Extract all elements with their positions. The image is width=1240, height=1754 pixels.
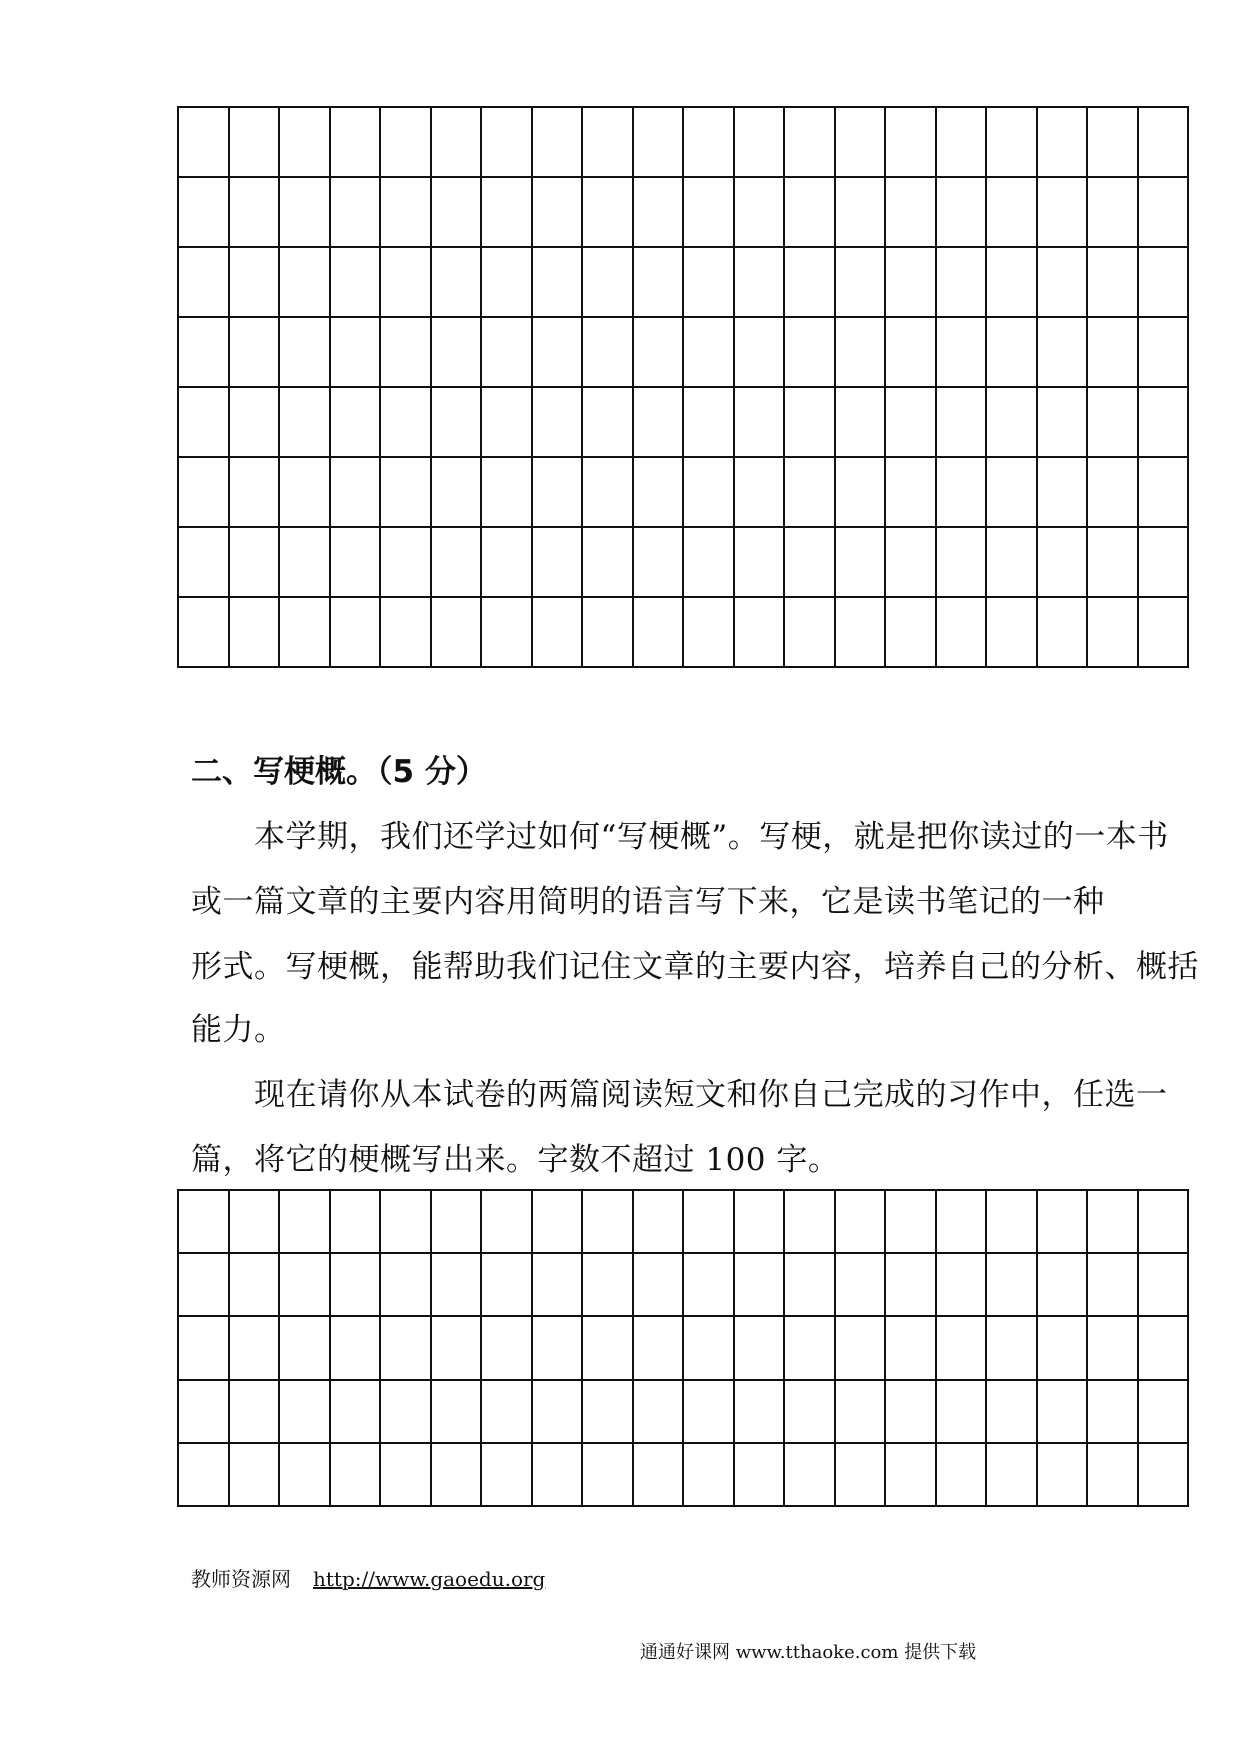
grid-cell — [735, 1381, 786, 1444]
grid-cell — [280, 178, 331, 248]
grid-cell — [987, 1381, 1038, 1444]
grid-cell — [280, 1254, 331, 1317]
grid-cell — [937, 458, 988, 528]
grid-cell — [533, 458, 584, 528]
grid-cell — [432, 1381, 483, 1444]
grid-cell — [785, 108, 836, 178]
grid-cell — [583, 598, 634, 668]
grid-cell — [886, 108, 937, 178]
grid-cell — [583, 178, 634, 248]
grid-cell — [634, 248, 685, 318]
grid-cell — [785, 1444, 836, 1507]
grid-cell — [381, 598, 432, 668]
grid-cell — [280, 1317, 331, 1380]
grid-cell — [937, 598, 988, 668]
grid-cell — [179, 108, 230, 178]
grid-cell — [937, 1191, 988, 1254]
grid-cell — [1088, 1444, 1139, 1507]
grid-cell — [684, 178, 735, 248]
grid-cell — [836, 1317, 887, 1380]
grid-cell — [937, 178, 988, 248]
grid-cell — [634, 598, 685, 668]
grid-cell — [634, 1381, 685, 1444]
grid-cell — [533, 598, 584, 668]
grid-cell — [836, 318, 887, 388]
grid-cell — [331, 1317, 382, 1380]
grid-cell — [1139, 1444, 1190, 1507]
grid-cell — [583, 528, 634, 598]
grid-cell — [1139, 318, 1190, 388]
grid-cell — [331, 108, 382, 178]
grid-cell — [230, 388, 281, 458]
grid-cell — [381, 1254, 432, 1317]
grid-cell — [1038, 1317, 1089, 1380]
grid-cell — [179, 248, 230, 318]
grid-cell — [735, 1317, 786, 1380]
grid-cell — [735, 1191, 786, 1254]
grid-cell — [836, 178, 887, 248]
grid-cell — [785, 388, 836, 458]
grid-cell — [785, 598, 836, 668]
grid-cell — [432, 388, 483, 458]
grid-cell — [1139, 1191, 1190, 1254]
grid-cell — [987, 318, 1038, 388]
grid-cell — [230, 178, 281, 248]
grid-cell — [735, 458, 786, 528]
grid-cell — [482, 1254, 533, 1317]
grid-cell — [1139, 388, 1190, 458]
grid-cell — [836, 458, 887, 528]
grid-cell — [1038, 1444, 1089, 1507]
grid-cell — [432, 108, 483, 178]
grid-cell — [482, 458, 533, 528]
grid-cell — [1139, 178, 1190, 248]
grid-cell — [634, 1317, 685, 1380]
grid-cell — [735, 108, 786, 178]
grid-cell — [583, 1381, 634, 1444]
grid-cell — [482, 1317, 533, 1380]
grid-cell — [886, 388, 937, 458]
grid-cell — [280, 108, 331, 178]
grid-cell — [533, 528, 584, 598]
grid-cell — [583, 458, 634, 528]
grid-cell — [179, 178, 230, 248]
grid-cell — [280, 1444, 331, 1507]
grid-cell — [684, 1444, 735, 1507]
grid-cell — [634, 318, 685, 388]
grid-cell — [533, 248, 584, 318]
grid-cell — [482, 528, 533, 598]
grid-cell — [987, 388, 1038, 458]
grid-cell — [381, 248, 432, 318]
grid-cell — [836, 1381, 887, 1444]
grid-cell — [987, 528, 1038, 598]
grid-cell — [987, 458, 1038, 528]
grid-cell — [937, 248, 988, 318]
grid-cell — [331, 458, 382, 528]
grid-cell — [735, 388, 786, 458]
grid-cell — [785, 458, 836, 528]
grid-cell — [987, 178, 1038, 248]
grid-cell — [280, 318, 331, 388]
grid-cell — [179, 388, 230, 458]
grid-cell — [684, 598, 735, 668]
section-heading: 二、写梗概。（5 分） — [191, 754, 487, 790]
grid-cell — [533, 318, 584, 388]
grid-cell — [179, 598, 230, 668]
grid-cell — [230, 458, 281, 528]
grid-cell — [1139, 1317, 1190, 1380]
grid-cell — [432, 1444, 483, 1507]
grid-cell — [836, 388, 887, 458]
grid-cell — [886, 248, 937, 318]
grid-cell — [230, 1317, 281, 1380]
grid-cell — [230, 598, 281, 668]
grid-cell — [684, 528, 735, 598]
grid-cell — [583, 388, 634, 458]
grid-cell — [1038, 318, 1089, 388]
grid-cell — [1038, 598, 1089, 668]
grid-cell — [1139, 598, 1190, 668]
grid-cell — [280, 1191, 331, 1254]
paragraph-line: 篇，将它的梗概写出来。字数不超过 100 字。 — [191, 1142, 840, 1178]
grid-cell — [836, 1444, 887, 1507]
writing-grid-bottom — [177, 1189, 1189, 1507]
footer-site-link[interactable]: http://www.gaoedu.org — [313, 1567, 546, 1591]
grid-cell — [735, 178, 786, 248]
grid-cell — [331, 1191, 382, 1254]
grid-cell — [634, 388, 685, 458]
grid-cell — [331, 318, 382, 388]
grid-cell — [684, 1317, 735, 1380]
grid-cell — [634, 1444, 685, 1507]
grid-cell — [432, 528, 483, 598]
grid-cell — [735, 248, 786, 318]
grid-cell — [583, 1317, 634, 1380]
grid-cell — [684, 248, 735, 318]
grid-cell — [684, 1191, 735, 1254]
grid-cell — [1139, 458, 1190, 528]
grid-cell — [987, 248, 1038, 318]
grid-cell — [1038, 388, 1089, 458]
grid-cell — [230, 1381, 281, 1444]
grid-cell — [1139, 248, 1190, 318]
grid-cell — [1088, 1317, 1139, 1380]
grid-cell — [179, 318, 230, 388]
grid-cell — [331, 388, 382, 458]
grid-cell — [684, 318, 735, 388]
grid-cell — [634, 178, 685, 248]
grid-cell — [331, 598, 382, 668]
grid-cell — [533, 178, 584, 248]
grid-cell — [533, 108, 584, 178]
grid-cell — [482, 178, 533, 248]
grid-cell — [886, 178, 937, 248]
grid-cell — [179, 1191, 230, 1254]
grid-cell — [381, 388, 432, 458]
grid-cell — [634, 528, 685, 598]
grid-cell — [1088, 1191, 1139, 1254]
grid-cell — [1139, 108, 1190, 178]
grid-cell — [1088, 248, 1139, 318]
grid-cell — [230, 1254, 281, 1317]
grid-cell — [1038, 178, 1089, 248]
grid-cell — [836, 248, 887, 318]
grid-cell — [230, 1191, 281, 1254]
grid-cell — [1088, 108, 1139, 178]
grid-cell — [684, 1254, 735, 1317]
grid-cell — [1088, 598, 1139, 668]
grid-cell — [280, 388, 331, 458]
grid-cell — [1038, 1381, 1089, 1444]
grid-cell — [280, 528, 331, 598]
writing-grid-top — [177, 106, 1189, 668]
grid-cell — [836, 108, 887, 178]
grid-cell — [230, 528, 281, 598]
grid-cell — [381, 178, 432, 248]
grid-cell — [583, 1254, 634, 1317]
grid-cell — [1038, 528, 1089, 598]
grid-cell — [331, 1381, 382, 1444]
grid-cell — [331, 178, 382, 248]
grid-cell — [179, 1444, 230, 1507]
grid-cell — [937, 1317, 988, 1380]
grid-cell — [886, 1191, 937, 1254]
grid-cell — [280, 458, 331, 528]
grid-cell — [230, 248, 281, 318]
grid-cell — [886, 458, 937, 528]
grid-cell — [533, 1444, 584, 1507]
grid-cell — [785, 1254, 836, 1317]
grid-cell — [482, 1381, 533, 1444]
grid-cell — [381, 1444, 432, 1507]
grid-cell — [331, 528, 382, 598]
grid-cell — [230, 1444, 281, 1507]
grid-cell — [987, 1191, 1038, 1254]
grid-cell — [179, 1381, 230, 1444]
grid-cell — [280, 598, 331, 668]
grid-cell — [937, 388, 988, 458]
grid-cell — [432, 1254, 483, 1317]
grid-cell — [533, 1381, 584, 1444]
paragraph-line: 形式。写梗概，能帮助我们记住文章的主要内容，培养自己的分析、概括 — [191, 949, 1199, 985]
grid-cell — [533, 1191, 584, 1254]
grid-cell — [987, 598, 1038, 668]
paragraph-line: 能力。 — [191, 1012, 286, 1048]
grid-cell — [987, 1317, 1038, 1380]
grid-cell — [432, 458, 483, 528]
grid-cell — [230, 108, 281, 178]
grid-cell — [735, 1254, 786, 1317]
grid-cell — [785, 248, 836, 318]
grid-cell — [886, 528, 937, 598]
grid-cell — [432, 178, 483, 248]
grid-cell — [1038, 248, 1089, 318]
grid-cell — [432, 1191, 483, 1254]
grid-cell — [533, 1317, 584, 1380]
grid-cell — [937, 1381, 988, 1444]
grid-cell — [280, 248, 331, 318]
grid-cell — [432, 598, 483, 668]
grid-cell — [331, 1254, 382, 1317]
grid-cell — [836, 1191, 887, 1254]
grid-cell — [1038, 1191, 1089, 1254]
grid-cell — [684, 1381, 735, 1444]
grid-cell — [381, 458, 432, 528]
footer-site-name: 教师资源网 — [191, 1567, 291, 1591]
grid-cell — [785, 318, 836, 388]
grid-cell — [937, 108, 988, 178]
grid-cell — [533, 388, 584, 458]
grid-cell — [482, 318, 533, 388]
grid-cell — [432, 248, 483, 318]
grid-cell — [937, 318, 988, 388]
grid-cell — [1088, 178, 1139, 248]
grid-cell — [381, 1317, 432, 1380]
grid-cell — [937, 1444, 988, 1507]
grid-cell — [684, 108, 735, 178]
grid-cell — [1088, 318, 1139, 388]
footer-source — [191, 1563, 545, 1592]
grid-cell — [381, 1381, 432, 1444]
grid-cell — [785, 178, 836, 248]
grid-cell — [583, 318, 634, 388]
grid-cell — [331, 1444, 382, 1507]
grid-cell — [785, 1317, 836, 1380]
paragraph-line: 本学期，我们还学过如何“写梗概”。写梗，就是把你读过的一本书 — [191, 819, 1169, 855]
grid-cell — [987, 108, 1038, 178]
grid-cell — [482, 108, 533, 178]
grid-cell — [886, 1254, 937, 1317]
grid-cell — [1139, 1254, 1190, 1317]
grid-cell — [1088, 528, 1139, 598]
grid-cell — [381, 318, 432, 388]
grid-cell — [886, 598, 937, 668]
grid-cell — [735, 598, 786, 668]
grid-cell — [179, 1317, 230, 1380]
grid-cell — [886, 318, 937, 388]
paragraph-line: 现在请你从本试卷的两篇阅读短文和你自己完成的习作中，任选一 — [191, 1077, 1168, 1113]
grid-cell — [1139, 528, 1190, 598]
grid-cell — [684, 458, 735, 528]
grid-cell — [735, 318, 786, 388]
grid-cell — [432, 1317, 483, 1380]
grid-cell — [634, 108, 685, 178]
grid-cell — [634, 1191, 685, 1254]
grid-cell — [381, 528, 432, 598]
grid-cell — [1038, 458, 1089, 528]
grid-cell — [1088, 1381, 1139, 1444]
grid-cell — [1139, 1381, 1190, 1444]
grid-cell — [1088, 458, 1139, 528]
grid-cell — [583, 1444, 634, 1507]
grid-cell — [230, 318, 281, 388]
grid-cell — [735, 1444, 786, 1507]
grid-cell — [785, 1191, 836, 1254]
grid-cell — [1038, 108, 1089, 178]
grid-cell — [886, 1317, 937, 1380]
grid-cell — [1088, 388, 1139, 458]
grid-cell — [886, 1444, 937, 1507]
grid-cell — [785, 528, 836, 598]
grid-cell — [381, 108, 432, 178]
grid-cell — [179, 528, 230, 598]
grid-cell — [1038, 1254, 1089, 1317]
grid-cell — [836, 1254, 887, 1317]
grid-cell — [482, 1191, 533, 1254]
grid-cell — [482, 598, 533, 668]
grid-cell — [987, 1254, 1038, 1317]
grid-cell — [381, 1191, 432, 1254]
grid-cell — [634, 1254, 685, 1317]
grid-cell — [533, 1254, 584, 1317]
grid-cell — [482, 248, 533, 318]
grid-cell — [836, 528, 887, 598]
grid-cell — [937, 528, 988, 598]
grid-cell — [280, 1381, 331, 1444]
grid-cell — [482, 1444, 533, 1507]
grid-cell — [583, 1191, 634, 1254]
grid-cell — [634, 458, 685, 528]
grid-cell — [583, 108, 634, 178]
grid-cell — [331, 248, 382, 318]
footer-download-note: 通通好课网 www.tthaoke.com 提供下载 — [640, 1642, 977, 1663]
grid-cell — [179, 1254, 230, 1317]
grid-cell — [836, 598, 887, 668]
grid-cell — [432, 318, 483, 388]
grid-cell — [735, 528, 786, 598]
grid-cell — [684, 388, 735, 458]
grid-cell — [583, 248, 634, 318]
grid-cell — [482, 388, 533, 458]
grid-cell — [1088, 1254, 1139, 1317]
grid-cell — [987, 1444, 1038, 1507]
grid-cell — [179, 458, 230, 528]
grid-cell — [886, 1381, 937, 1444]
grid-cell — [785, 1381, 836, 1444]
paragraph-line: 或一篇文章的主要内容用简明的语言写下来，它是读书笔记的一种 — [191, 884, 1105, 920]
grid-cell — [937, 1254, 988, 1317]
